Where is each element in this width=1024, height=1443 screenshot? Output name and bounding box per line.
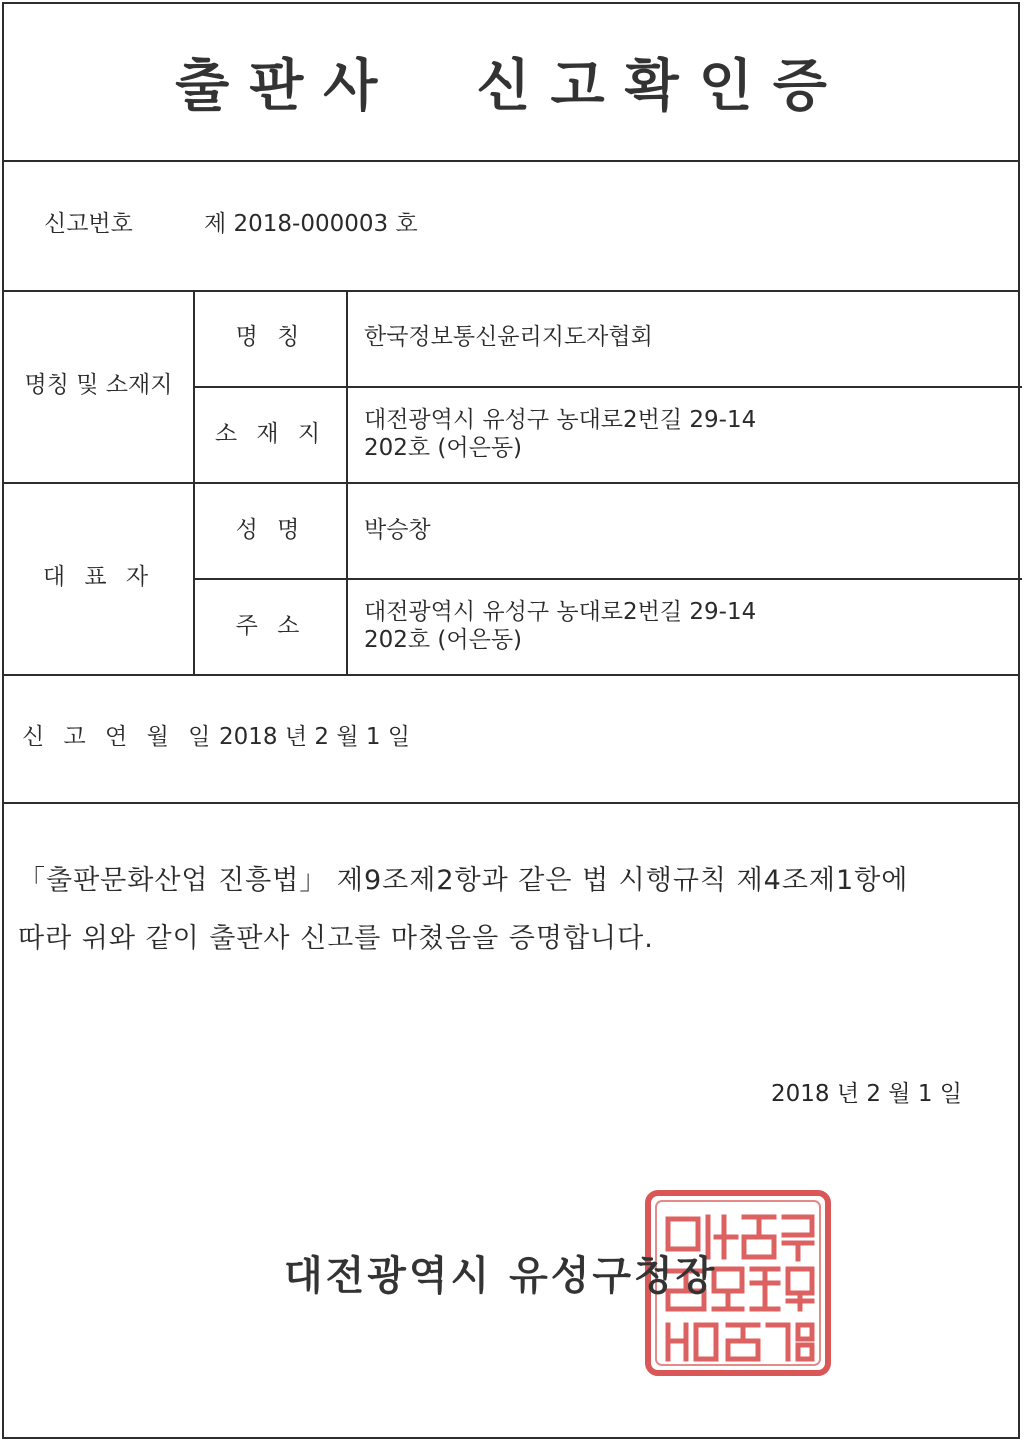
divider (4, 802, 1018, 804)
issuer-name: 대전광역시 유성구청장 (284, 1253, 718, 1299)
location-line2: 202호 (어은동) (364, 435, 523, 461)
name-value: 한국정보통신윤리지도자협회 (364, 324, 653, 350)
divider (194, 578, 1022, 580)
rep-name-label: 성 명 (235, 517, 306, 543)
name-location-group-label: 명칭 및 소재지 (24, 372, 173, 398)
rep-address-line2: 202호 (어은동) (364, 627, 523, 653)
divider (4, 290, 1018, 292)
document-title: 출판사 신고확인증 (175, 54, 847, 119)
location-label: 소 재 지 (214, 421, 327, 447)
divider (4, 482, 1018, 484)
statement-line2: 따라 위와 같이 출판사 신고를 마쳤음을 증명합니다. (18, 923, 654, 954)
report-date-value: 2018 년 2 월 1 일 (219, 724, 411, 750)
divider (4, 674, 1018, 676)
issue-date: 2018 년 2 월 1 일 (770, 1081, 962, 1107)
rep-address-line1: 대전광역시 유성구 농대로2번길 29-14 (364, 599, 757, 625)
divider (194, 386, 1022, 388)
location-line1: 대전광역시 유성구 농대로2번길 29-14 (364, 407, 757, 433)
name-label: 명 칭 (235, 324, 306, 350)
report-number-value: 제 2018-000003 호 (204, 211, 418, 237)
certificate-page (2, 2, 1020, 1439)
representative-group-label: 대 표 자 (42, 564, 155, 590)
statement-line1: 「출판문화산업 진흥법」 제9조제2항과 같은 법 시행규칙 제4조제1항에 (18, 865, 909, 896)
rep-address-label: 주 소 (235, 613, 306, 639)
document-title-row (4, 4, 1018, 162)
report-number-label: 신고번호 (44, 211, 133, 237)
rep-name-value: 박승창 (364, 517, 431, 543)
report-date-label: 신 고 연 월 일 (22, 724, 217, 750)
